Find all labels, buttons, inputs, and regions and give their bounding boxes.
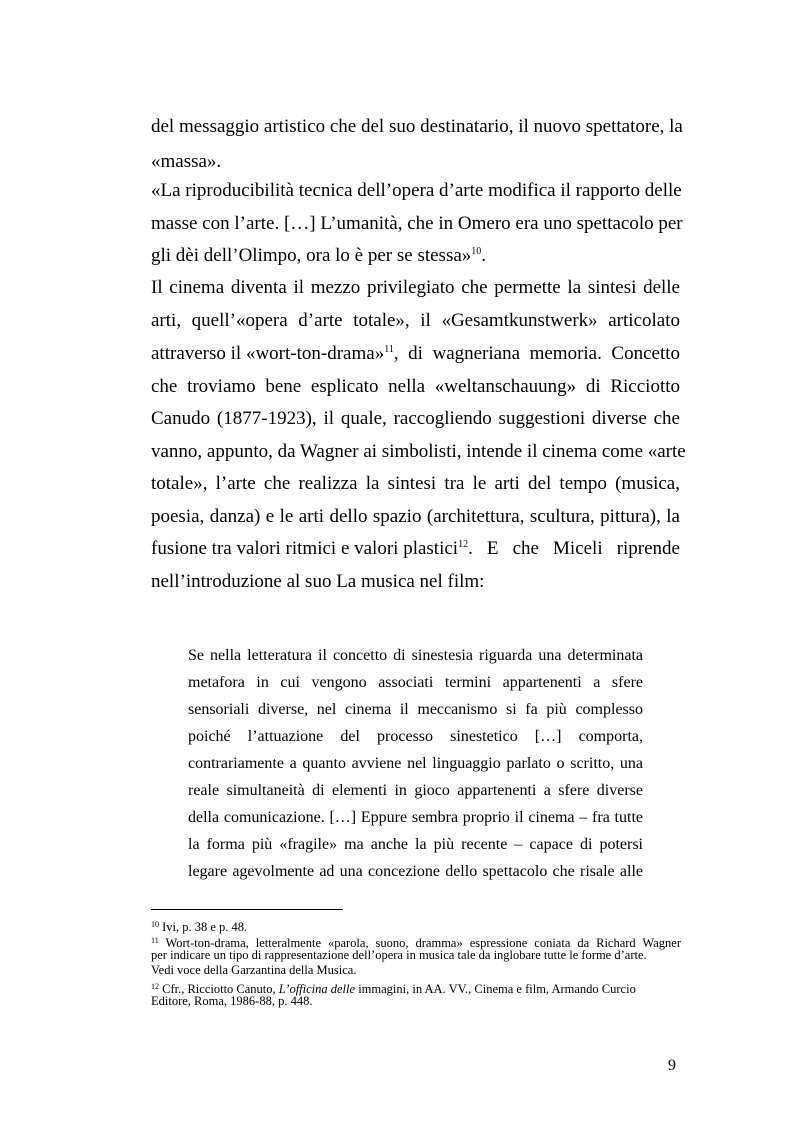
body-line-2: «massa». — [151, 151, 222, 172]
body-line-15: nell’introduzione al suo La musica nel film: — [151, 571, 485, 592]
quote-line-7: della comunicazione. […] Eppure sembra proprio il cinema – fra tutte — [188, 809, 643, 826]
footnote-12-post: immagini, in AA. VV., Cinema e film, Armando Curcio — [355, 982, 636, 996]
quote-line-3: sensoriali diverse, nel cinema il meccanismo si fa più complesso — [188, 701, 643, 718]
body-line-14-rest: . E che Miceli riprende — [468, 538, 680, 559]
body-line-13: poesia, danza) e le arti dello spazio (architettura, scultura, pittura), la — [151, 506, 680, 527]
footnote-11-line-3: Vedi voce della Garzantina della Musica. — [151, 963, 357, 977]
quote-line-4: poiché l’attuazione del processo sinestetico […] comporta, — [188, 728, 643, 745]
body-line-8 — [151, 343, 680, 365]
body-line-7: arti, quell’«opera d’arte totale», il «Gesamtkunstwerk» articolato — [151, 310, 680, 331]
quote-line-8: la forma più «fragile» ma anche la più recente – capace di potersi — [188, 836, 643, 853]
footnote-11-number: 11 — [151, 936, 159, 945]
footnote-ref-10: 10 — [471, 246, 482, 257]
body-line-8-rest: , di wagneriana memoria. Concetto — [393, 343, 680, 364]
footnote-12-title: L’officina delle — [278, 982, 356, 996]
footnote-ref-11: 11 — [384, 344, 394, 355]
body-line-14 — [151, 538, 680, 560]
page-number: 9 — [668, 1057, 676, 1074]
quote-line-1: Se nella letteratura il concetto di sinestesia riguarda una determinata — [188, 647, 643, 664]
footnote-12-number: 12 — [151, 982, 159, 991]
body-line-11: vanno, appunto, da Wagner ai simbolisti, intende il cinema come «arte — [151, 441, 686, 462]
body-line-4: masse con l’arte. […] L’umanità, che in Omero era uno spettacolo per — [151, 213, 683, 234]
quote-line-2: metafora in cui vengono associati termini appartenenti a sfere — [188, 674, 643, 691]
quote-line-6: reale simultaneità di elementi in gioco appartenenti a sfere diverse — [188, 782, 643, 799]
body-line-5-text: gli dèi dell’Olimpo, ora lo è per se stessa» — [151, 245, 472, 266]
footnote-11-text-1: Wort-ton-drama, letteralmente «parola, suono, dramma» espressione coniata da Richard Wagner — [165, 936, 681, 950]
body-line-6: Il cinema diventa il mezzo privilegiato che permette la sintesi delle — [151, 277, 680, 298]
footnote-ref-12: 12 — [458, 539, 469, 550]
footnote-separator — [151, 909, 343, 910]
footnote-10-text: Ivi, p. 38 e p. 48. — [162, 920, 248, 934]
body-line-5 — [151, 245, 486, 267]
body-line-3: «La riproducibilità tecnica dell’opera d’arte modifica il rapporto delle — [151, 180, 682, 201]
body-line-8-text: attraverso il «wort-ton-drama» — [151, 343, 385, 364]
quote-line-5: contrariamente a quanto avviene nel linguaggio parlato o scritto, una — [188, 755, 643, 772]
footnote-10-number: 10 — [151, 920, 159, 929]
footnote-11-line-2: per indicare un tipo di rappresentazione dell’opera in musica tale da inglobare tutte le forme d’arte. — [151, 948, 647, 962]
quote-line-9: legare agevolmente ad una concezione dello spettacolo che risale alle — [188, 863, 643, 880]
body-line-5-period: . — [481, 245, 487, 266]
footnote-12-pre: Cfr., Ricciotto Canuto, — [162, 982, 279, 996]
body-line-1: del messaggio artistico che del suo destinatario, il nuovo spettatore, la — [151, 116, 683, 137]
body-line-12: totale», l’arte che realizza la sintesi tra le arti del tempo (musica, — [151, 473, 680, 494]
footnote-12-line-2: Editore, Roma, 1986-88, p. 448. — [151, 994, 313, 1008]
body-line-10: Canudo (1877-1923), il quale, raccogliendo suggestioni diverse che — [151, 408, 680, 429]
body-line-9: che troviamo bene esplicato nella «weltanschauung» di Ricciotto — [151, 376, 680, 397]
body-line-14-text: fusione tra valori ritmici e valori plastici — [151, 538, 459, 559]
